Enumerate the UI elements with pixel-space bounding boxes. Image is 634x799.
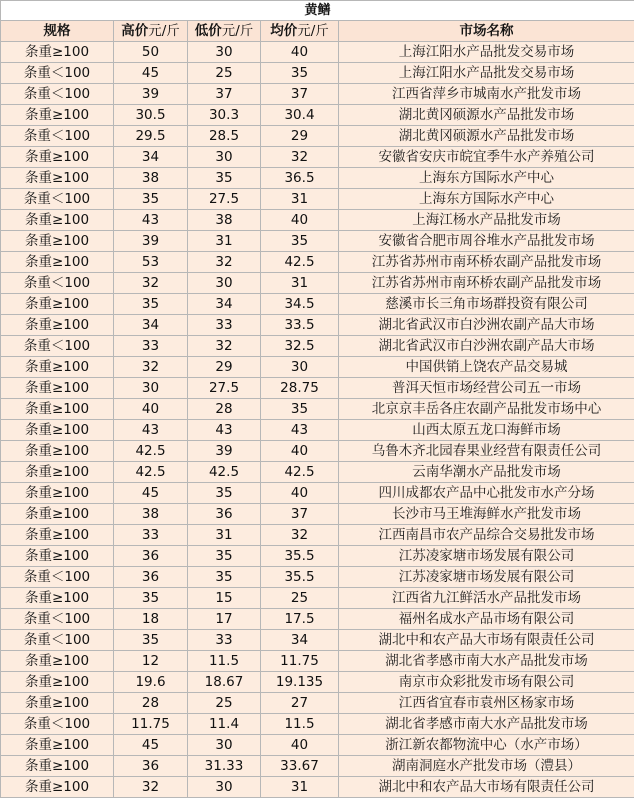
cell-low-price: 29: [188, 357, 261, 378]
cell-low-price: 30.3: [188, 105, 261, 126]
cell-avg-price: 36.5: [261, 168, 339, 189]
cell-spec: 条重≥100: [1, 378, 114, 399]
cell-market-name: 江苏凌家塘市场发展有限公司: [339, 546, 634, 567]
cell-market-name: 江西省九江鲜活水产品批发市场: [339, 588, 634, 609]
cell-avg-price: 30.4: [261, 105, 339, 126]
cell-spec: 条重≥100: [1, 651, 114, 672]
cell-high-price: 45: [114, 63, 188, 84]
table-row: [1, 462, 634, 483]
cell-high-price: 53: [114, 252, 188, 273]
cell-market-name: 上海江杨水产品批发市场: [339, 210, 634, 231]
cell-low-price: 36: [188, 504, 261, 525]
cell-market-name: 湖北省孝感市南大水产品批发市场: [339, 651, 634, 672]
cell-market-name: 中国供销上饶农产品交易城: [339, 357, 634, 378]
cell-low-price: 11.4: [188, 714, 261, 735]
cell-avg-price: 31: [261, 273, 339, 294]
cell-high-price: 12: [114, 651, 188, 672]
cell-spec: 条重≥100: [1, 735, 114, 756]
table-title-row: [1, 1, 634, 21]
cell-low-price: 38: [188, 210, 261, 231]
table-row: [1, 147, 634, 168]
cell-high-price: 43: [114, 420, 188, 441]
cell-high-price: 35: [114, 294, 188, 315]
cell-low-price: 35: [188, 483, 261, 504]
cell-high-price: 39: [114, 84, 188, 105]
cell-high-price: 32: [114, 273, 188, 294]
cell-high-price: 34: [114, 315, 188, 336]
cell-market-name: 普洱天恒市场经营公司五一市场: [339, 378, 634, 399]
cell-high-price: 34: [114, 147, 188, 168]
cell-spec: 条重＜100: [1, 567, 114, 588]
table-row: [1, 378, 634, 399]
cell-avg-price: 32: [261, 525, 339, 546]
cell-spec: 条重＜100: [1, 273, 114, 294]
cell-market-name: 湖北省武汉市白沙洲农副产品大市场: [339, 336, 634, 357]
cell-market-name: 南京市众彩批发市场有限公司: [339, 672, 634, 693]
cell-avg-price: 34.5: [261, 294, 339, 315]
table-row: [1, 189, 634, 210]
cell-avg-price: 17.5: [261, 609, 339, 630]
cell-avg-price: 40: [261, 42, 339, 63]
cell-spec: 条重≥100: [1, 105, 114, 126]
cell-spec: 条重＜100: [1, 63, 114, 84]
cell-low-price: 43: [188, 420, 261, 441]
cell-spec: 条重≥100: [1, 441, 114, 462]
table-row: [1, 42, 634, 63]
cell-market-name: 湖北中和农产品大市场有限责任公司: [339, 630, 634, 651]
cell-avg-price: 29: [261, 126, 339, 147]
table-row: [1, 651, 634, 672]
cell-low-price: 15: [188, 588, 261, 609]
cell-market-name: 湖北黄冈硕源水产品批发市场: [339, 126, 634, 147]
cell-spec: 条重≥100: [1, 777, 114, 798]
cell-market-name: 江西省萍乡市城南水产批发市场: [339, 84, 634, 105]
cell-low-price: 18.67: [188, 672, 261, 693]
table-row: [1, 336, 634, 357]
cell-avg-price: 19.135: [261, 672, 339, 693]
cell-market-name: 福州名成水产品市场有限公司: [339, 609, 634, 630]
cell-avg-price: 31: [261, 189, 339, 210]
cell-spec: 条重≥100: [1, 210, 114, 231]
table-row: [1, 504, 634, 525]
cell-high-price: 35: [114, 189, 188, 210]
table-row: [1, 756, 634, 777]
table-header-row: [1, 21, 634, 42]
cell-spec: 条重≥100: [1, 462, 114, 483]
table-row: [1, 693, 634, 714]
cell-spec: 条重≥100: [1, 42, 114, 63]
cell-spec: 条重＜100: [1, 126, 114, 147]
table-row: [1, 315, 634, 336]
cell-high-price: 36: [114, 546, 188, 567]
cell-low-price: 35: [188, 168, 261, 189]
cell-market-name: 湖南洞庭水产批发市场（澧县）: [339, 756, 634, 777]
cell-avg-price: 33.67: [261, 756, 339, 777]
cell-low-price: 35: [188, 567, 261, 588]
table-row: [1, 126, 634, 147]
cell-low-price: 31: [188, 525, 261, 546]
cell-low-price: 39: [188, 441, 261, 462]
cell-avg-price: 35.5: [261, 567, 339, 588]
cell-low-price: 32: [188, 336, 261, 357]
cell-spec: 条重≥100: [1, 420, 114, 441]
cell-spec: 条重≥100: [1, 315, 114, 336]
header-spec: 规格: [1, 21, 114, 42]
cell-low-price: 31: [188, 231, 261, 252]
cell-avg-price: 35.5: [261, 546, 339, 567]
cell-avg-price: 35: [261, 399, 339, 420]
cell-market-name: 江苏省苏州市南环桥农副产品批发市场: [339, 252, 634, 273]
cell-low-price: 17: [188, 609, 261, 630]
cell-low-price: 37: [188, 84, 261, 105]
table-row: [1, 252, 634, 273]
cell-high-price: 42.5: [114, 441, 188, 462]
cell-market-name: 云南华潮水产品批发市场: [339, 462, 634, 483]
cell-low-price: 30: [188, 777, 261, 798]
cell-avg-price: 27: [261, 693, 339, 714]
cell-spec: 条重＜100: [1, 336, 114, 357]
cell-avg-price: 43: [261, 420, 339, 441]
cell-spec: 条重＜100: [1, 189, 114, 210]
cell-avg-price: 37: [261, 84, 339, 105]
cell-spec: 条重＜100: [1, 84, 114, 105]
cell-low-price: 42.5: [188, 462, 261, 483]
cell-market-name: 江西省宜春市袁州区杨家市场: [339, 693, 634, 714]
cell-avg-price: 28.75: [261, 378, 339, 399]
table-row: [1, 63, 634, 84]
cell-low-price: 27.5: [188, 189, 261, 210]
cell-avg-price: 11.5: [261, 714, 339, 735]
cell-market-name: 安徽省安庆市皖宜季牛水产养殖公司: [339, 147, 634, 168]
cell-high-price: 36: [114, 756, 188, 777]
cell-high-price: 35: [114, 588, 188, 609]
header-avg-price: 均价元/斤: [261, 21, 339, 42]
cell-low-price: 28.5: [188, 126, 261, 147]
cell-high-price: 30.5: [114, 105, 188, 126]
table-row: [1, 588, 634, 609]
cell-high-price: 29.5: [114, 126, 188, 147]
cell-low-price: 28: [188, 399, 261, 420]
cell-spec: 条重≥100: [1, 504, 114, 525]
cell-low-price: 30: [188, 42, 261, 63]
cell-spec: 条重≥100: [1, 693, 114, 714]
cell-high-price: 45: [114, 483, 188, 504]
cell-high-price: 43: [114, 210, 188, 231]
cell-high-price: 30: [114, 378, 188, 399]
cell-avg-price: 37: [261, 504, 339, 525]
header-high-price: 高价元/斤: [114, 21, 188, 42]
table-row: [1, 672, 634, 693]
cell-market-name: 上海江阳水产品批发交易市场: [339, 63, 634, 84]
cell-market-name: 山西太原五龙口海鲜市场: [339, 420, 634, 441]
cell-market-name: 江苏凌家塘市场发展有限公司: [339, 567, 634, 588]
cell-spec: 条重≥100: [1, 756, 114, 777]
cell-market-name: 长沙市马王堆海鲜水产批发市场: [339, 504, 634, 525]
header-low-price: 低价元/斤: [188, 21, 261, 42]
cell-high-price: 36: [114, 567, 188, 588]
cell-high-price: 32: [114, 357, 188, 378]
cell-avg-price: 40: [261, 483, 339, 504]
cell-spec: 条重≥100: [1, 168, 114, 189]
table-title: 黄鳝: [1, 1, 634, 21]
cell-low-price: 33: [188, 315, 261, 336]
cell-market-name: 上海东方国际水产中心: [339, 168, 634, 189]
cell-high-price: 42.5: [114, 462, 188, 483]
cell-spec: 条重≥100: [1, 672, 114, 693]
cell-spec: 条重≥100: [1, 525, 114, 546]
cell-high-price: 33: [114, 525, 188, 546]
cell-avg-price: 42.5: [261, 462, 339, 483]
cell-avg-price: 35: [261, 63, 339, 84]
cell-avg-price: 40: [261, 210, 339, 231]
table-row: [1, 231, 634, 252]
cell-low-price: 11.5: [188, 651, 261, 672]
table-row: [1, 84, 634, 105]
cell-low-price: 32: [188, 252, 261, 273]
cell-high-price: 28: [114, 693, 188, 714]
cell-low-price: 35: [188, 546, 261, 567]
cell-high-price: 50: [114, 42, 188, 63]
cell-high-price: 18: [114, 609, 188, 630]
cell-spec: 条重≥100: [1, 147, 114, 168]
cell-spec: 条重＜100: [1, 630, 114, 651]
cell-market-name: 上海东方国际水产中心: [339, 189, 634, 210]
table-row: [1, 273, 634, 294]
cell-low-price: 31.33: [188, 756, 261, 777]
cell-market-name: 上海江阳水产品批发交易市场: [339, 42, 634, 63]
cell-market-name: 安徽省合肥市周谷堆水产品批发市场: [339, 231, 634, 252]
table-row: [1, 399, 634, 420]
cell-low-price: 30: [188, 273, 261, 294]
cell-avg-price: 40: [261, 441, 339, 462]
cell-high-price: 19.6: [114, 672, 188, 693]
cell-low-price: 33: [188, 630, 261, 651]
cell-market-name: 北京京丰岳各庄农副产品批发市场中心: [339, 399, 634, 420]
table-row: [1, 546, 634, 567]
cell-spec: 条重＜100: [1, 714, 114, 735]
cell-high-price: 38: [114, 504, 188, 525]
cell-market-name: 湖北中和农产品大市场有限责任公司: [339, 777, 634, 798]
table-row: [1, 777, 634, 798]
cell-high-price: 39: [114, 231, 188, 252]
cell-avg-price: 30: [261, 357, 339, 378]
cell-low-price: 25: [188, 693, 261, 714]
cell-spec: 条重≥100: [1, 546, 114, 567]
cell-avg-price: 32.5: [261, 336, 339, 357]
cell-market-name: 浙江新农都物流中心（水产市场）: [339, 735, 634, 756]
cell-market-name: 江西南昌市农产品综合交易批发市场: [339, 525, 634, 546]
cell-spec: 条重≥100: [1, 294, 114, 315]
cell-spec: 条重≥100: [1, 483, 114, 504]
table-row: [1, 105, 634, 126]
cell-market-name: 慈溪市长三角市场群投资有限公司: [339, 294, 634, 315]
cell-high-price: 11.75: [114, 714, 188, 735]
cell-high-price: 32: [114, 777, 188, 798]
cell-low-price: 25: [188, 63, 261, 84]
table-row: [1, 420, 634, 441]
cell-avg-price: 25: [261, 588, 339, 609]
table-row: [1, 714, 634, 735]
cell-avg-price: 40: [261, 735, 339, 756]
cell-high-price: 40: [114, 399, 188, 420]
cell-market-name: 乌鲁木齐北园春果业经营有限责任公司: [339, 441, 634, 462]
table-row: [1, 483, 634, 504]
cell-low-price: 30: [188, 735, 261, 756]
cell-market-name: 江苏省苏州市南环桥农副产品批发市场: [339, 273, 634, 294]
table-row: [1, 735, 634, 756]
cell-market-name: 四川成都农产品中心批发市水产分场: [339, 483, 634, 504]
cell-avg-price: 11.75: [261, 651, 339, 672]
cell-high-price: 33: [114, 336, 188, 357]
table-row: [1, 357, 634, 378]
cell-low-price: 27.5: [188, 378, 261, 399]
table-row: [1, 168, 634, 189]
table-row: [1, 609, 634, 630]
table-row: [1, 294, 634, 315]
cell-low-price: 34: [188, 294, 261, 315]
cell-low-price: 30: [188, 147, 261, 168]
table-row: [1, 567, 634, 588]
cell-high-price: 45: [114, 735, 188, 756]
table-row: [1, 525, 634, 546]
cell-avg-price: 31: [261, 777, 339, 798]
cell-market-name: 湖北黄冈硕源水产品批发市场: [339, 105, 634, 126]
cell-avg-price: 42.5: [261, 252, 339, 273]
table-row: [1, 441, 634, 462]
cell-spec: 条重≥100: [1, 231, 114, 252]
cell-high-price: 35: [114, 630, 188, 651]
cell-spec: 条重≥100: [1, 399, 114, 420]
cell-spec: 条重≥100: [1, 357, 114, 378]
cell-spec: 条重＜100: [1, 609, 114, 630]
cell-market-name: 湖北省武汉市白沙洲农副产品大市场: [339, 315, 634, 336]
header-market-name: 市场名称: [339, 21, 634, 42]
cell-spec: 条重≥100: [1, 252, 114, 273]
table-row: [1, 210, 634, 231]
cell-spec: 条重≥100: [1, 588, 114, 609]
cell-market-name: 湖北省孝感市南大水产品批发市场: [339, 714, 634, 735]
cell-avg-price: 33.5: [261, 315, 339, 336]
cell-high-price: 38: [114, 168, 188, 189]
cell-avg-price: 32: [261, 147, 339, 168]
cell-avg-price: 34: [261, 630, 339, 651]
table-row: [1, 630, 634, 651]
cell-avg-price: 35: [261, 231, 339, 252]
